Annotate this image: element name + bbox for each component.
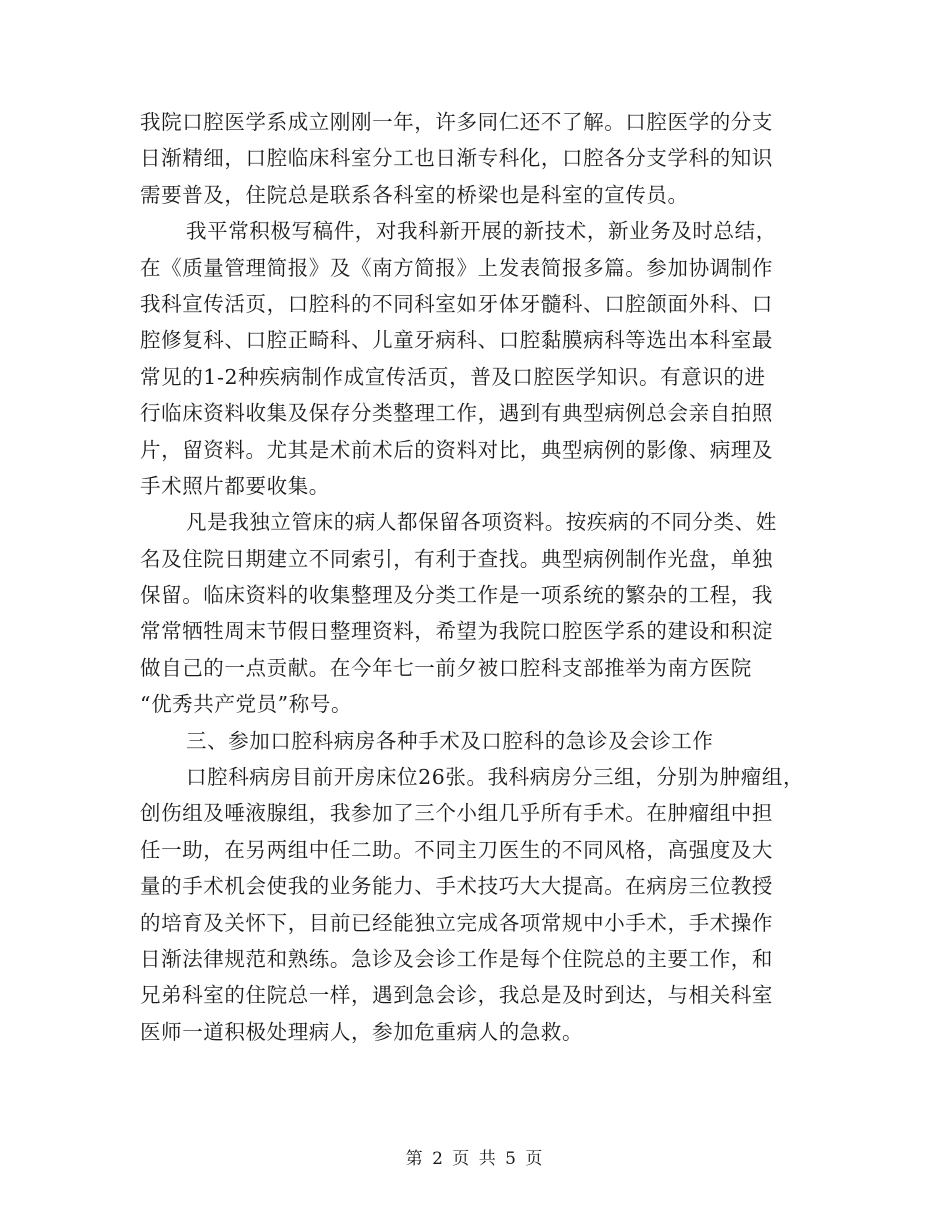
paragraph	[140, 104, 830, 213]
text-line: 创伤组及唾液腺组，我参加了三个小组几乎所有手术。在肿瘤组中担	[140, 801, 773, 826]
text-line: 的培育及关怀下，目前已经能独立完成各项常规中小手术，手术操作	[140, 910, 773, 935]
paragraph	[140, 723, 830, 759]
paragraph	[140, 213, 830, 504]
text-line: 保留。临床资料的收集整理及分类工作是一项系统的繁杂的工程，我	[140, 583, 773, 608]
text-line: 常见的1-2种疾病制作成宣传活页，普及口腔医学知识。有意识的进	[140, 364, 766, 389]
text-line: 日渐精细，口腔临床科室分工也日渐专科化，口腔各分支学科的知识	[140, 146, 773, 171]
text-line: 凡是我独立管床的病人都保留各项资料。按疾病的不同分类、姓	[186, 510, 777, 535]
text-line: 量的手术机会使我的业务能力、手术技巧大大提高。在病房三位教授	[140, 874, 773, 899]
text-line: 任一助，在另两组中任二助。不同主刀医生的不同风格，高强度及大	[140, 837, 773, 862]
text-line: 需要普及，住院总是联系各科室的桥梁也是科室的宣传员。	[140, 182, 689, 207]
text-line: 我科宣传活页，口腔科的不同科室如牙体牙髓科、口腔颌面外科、口	[140, 291, 773, 316]
text-line: 在《质量管理简报》及《南方简报》上发表简报多篇。参加协调制作	[140, 255, 773, 280]
text-line: 做自己的一点贡献。在今年七一前夕被口腔科支部推举为南方医院	[140, 655, 752, 680]
page-footer: 第 2 页 共 5 页	[405, 1149, 545, 1169]
text-line: 行临床资料收集及保存分类整理工作，遇到有典型病例总会亲自拍照	[140, 401, 773, 426]
text-line: 三、参加口腔科病房各种手术及口腔科的急诊及会诊工作	[186, 728, 714, 753]
paragraph	[140, 759, 830, 1050]
text-line: 手术照片都要收集。	[140, 473, 330, 498]
text-line: 片，留资料。尤其是术前术后的资料对比，典型病例的影像、病理及	[140, 437, 773, 462]
text-line: 腔修复科、口腔正畸科、儿童牙病科、口腔黏膜病科等选出本科室最	[140, 328, 773, 353]
text-line: 兄弟科室的住院总一样，遇到急会诊，我总是及时到达，与相关科室	[140, 983, 773, 1008]
document-body	[140, 104, 830, 1050]
text-line: 医师一道积极处理病人，参加危重病人的急救。	[140, 1019, 584, 1044]
paragraph	[140, 504, 830, 722]
text-line: 我院口腔医学系成立刚刚一年，许多同仁还不了解。口腔医学的分支	[140, 110, 773, 134]
text-line: 口腔科病房目前开房床位26张。我科病房分三组，分别为肿瘤组，	[186, 765, 805, 790]
text-line: 名及住院日期建立不同索引，有利于查找。典型病例制作光盘，单独	[140, 546, 773, 571]
text-line: 我平常积极写稿件，对我科新开展的新技术，新业务及时总结，	[186, 219, 777, 244]
text-line: 日渐法律规范和熟练。急诊及会诊工作是每个住院总的主要工作，和	[140, 946, 773, 971]
text-line: 常常牺牲周末节假日整理资料，希望为我院口腔医学系的建设和积淀	[140, 619, 773, 644]
text-line: “优秀共产党员”称号。	[140, 692, 353, 717]
